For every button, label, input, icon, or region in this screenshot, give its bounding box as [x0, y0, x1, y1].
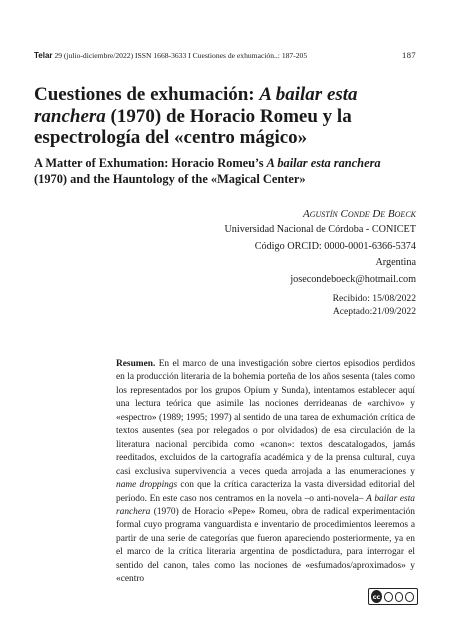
- title-italic: A bailar esta ranchera: [34, 84, 358, 127]
- running-title: Cuestiones de exhumación..: 187-205: [192, 51, 308, 60]
- page-number: 187: [402, 50, 416, 60]
- author-orcid: Código ORCID: 0000-0001-6366-5374: [254, 240, 416, 252]
- cc-logo: cc: [371, 590, 382, 603]
- article-subtitle-english: [34, 156, 414, 187]
- author-name: Agustín Conde De Boeck: [303, 208, 416, 220]
- noncommercial-icon: [395, 592, 404, 602]
- title-text-2: (1970) de Horacio Romeu y la espectrología del «centro mágico»: [34, 105, 352, 148]
- author-block: [224, 206, 416, 318]
- abstract-text-2: con que la crítica caracteriza la vasta diversidad editorial del período. En este caso nos centramos en la novela –o anti-novela–: [116, 480, 415, 504]
- creative-commons-by-nc-sa-icon: [368, 588, 418, 605]
- accepted-date: Aceptado:21/09/2022: [332, 306, 416, 318]
- abstract-text-1: En el marco de una investigación sobre ciertos episodios perdidos en la producción literaria de la bohemia porteña de los años sesenta (tales como los representados por los grupos Opium y Sunda), intentamos establecer aquí una lectura teórica que asimile las nociones derrideanas de «archivo» y «espectro» (1989; 1995; 1997) al sentido de una tarea de exhumación crítica de textos ausentes (sea por relegados o por olvidados) de esa circulación de la literatura nacional percibida como «canon»: textos descatalogados, jamás reeditados, excluidos de la cartografía académica y de la prensa cultural, cuya casi exclusiva supervivencia a veces queda arrojada a las enumeraciones y: [116, 359, 415, 477]
- abstract-italic-1: name droppings: [116, 480, 178, 491]
- author-affiliation: Universidad Nacional de Córdoba - CONICET: [224, 224, 416, 236]
- subtitle-italic: A bailar esta ranchera: [266, 156, 381, 170]
- subtitle-text-2: (1970) and the Hauntology of the «Magical Center»: [34, 171, 306, 186]
- received-date: Recibido: 15/08/2022: [332, 293, 416, 305]
- abstract-italic-2: A bailar esta ranchera: [116, 493, 415, 517]
- running-head-left: [34, 51, 307, 60]
- issue-info: 29 (julio-diciembre/2022) ISSN 1668-3633: [54, 51, 187, 60]
- attribution-icon: [384, 592, 393, 602]
- abstract-label: Resumen.: [116, 359, 156, 369]
- title-text-1: Cuestiones de exhumación:: [34, 84, 260, 105]
- running-head: [34, 50, 416, 60]
- sharealike-icon: [405, 592, 414, 602]
- subtitle-text-1: A Matter of Exhumation: Horacio Romeu’s: [34, 156, 267, 170]
- abstract: [116, 358, 415, 587]
- header-separator: I: [188, 51, 191, 60]
- article-title: [34, 84, 414, 149]
- journal-name: Telar: [34, 51, 53, 60]
- author-email[interactable]: josecondeboeck@hotmail.com: [290, 273, 416, 285]
- abstract-text-3: (1970) de Horacio «Pepe» Romeu, obra de radical experimentación formal cuyo programa vanguardista e inventario de procedimientos leeremos a partir de una serie de categorías que fueron apareciendo posteriormente, ya en el marco de la crítica literaria argentina de posdictadura, para interrogar el sentido del canon, tales como las nociones de «esfumados/aproximados» y «centro: [116, 506, 415, 585]
- dates-block: [224, 292, 416, 318]
- author-country: Argentina: [375, 257, 416, 269]
